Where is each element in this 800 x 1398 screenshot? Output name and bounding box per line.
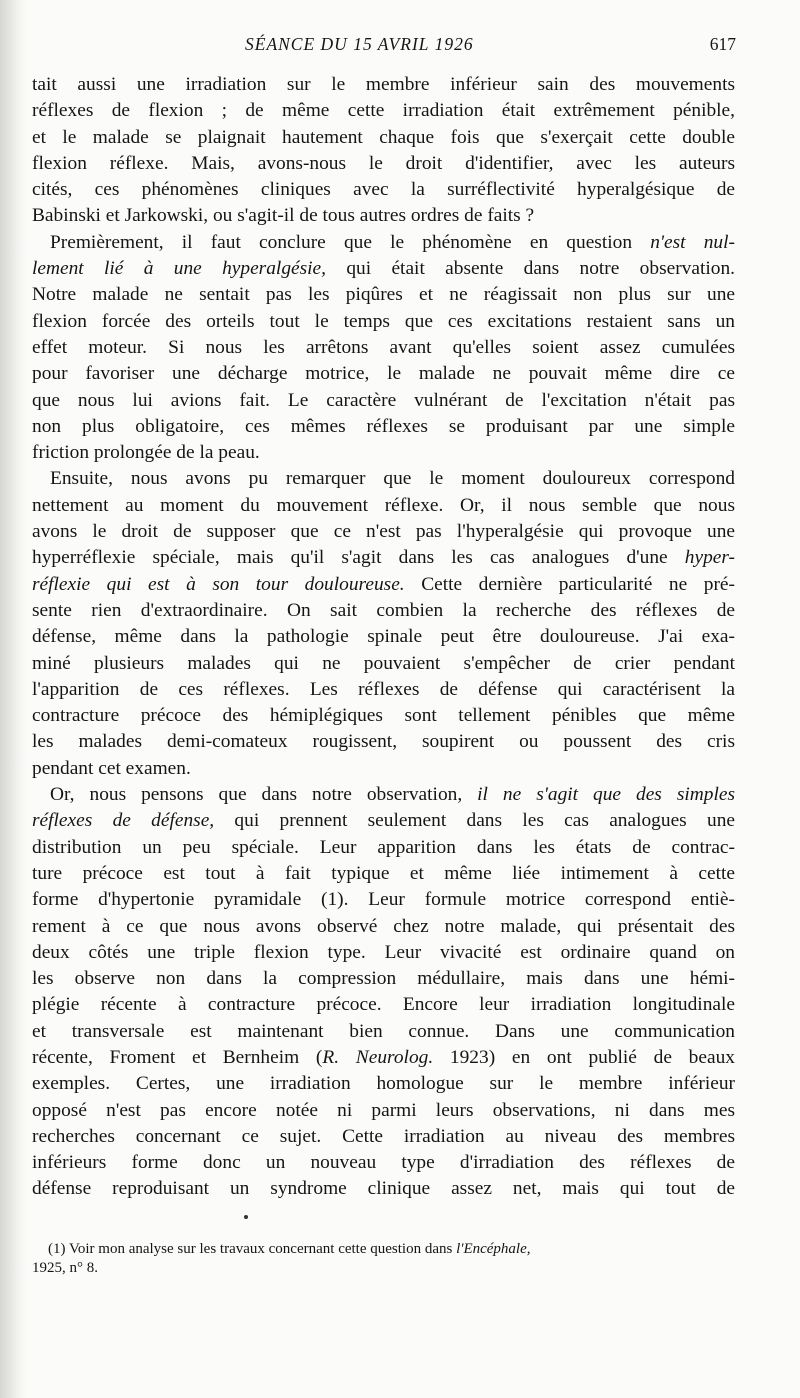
text-line: tait aussi une irradiation sur le membre inférieur sain des mouvements (32, 74, 735, 95)
text-line: récente, Froment et Bernheim (R. Neurolog. 1923) en ont publié de beaux (32, 1046, 735, 1068)
text-line: réflexes de défense, qui prennent seulement dans les cas analogues une (32, 810, 736, 832)
text-line: forme d'hypertonie pyramidale (1). Leur formule motrice correspond entiè- (32, 889, 735, 911)
paragraph-4 (32, 782, 735, 1203)
italic-phrase: l'Encéphale, (456, 1241, 531, 1257)
text-line: et transversale est maintenant bien connue. Dans une communication (32, 1020, 735, 1042)
text-line: flexion forcée des orteils tout le temps que ces excitations restaient sans un (32, 310, 735, 332)
italic-phrase: réflexes de défense, (32, 810, 215, 832)
paragraph-2 (32, 230, 735, 467)
text-line: non plus obligatoire, ces mêmes réflexes se produisant par une simple (32, 415, 735, 437)
text-line: Ensuite, nous avons pu remarquer que le moment douloureux correspond (50, 468, 735, 490)
text-line: l'apparition de ces réflexes. Les réflexes de défense qui caractérisent la (32, 678, 735, 700)
text-line: contracture précoce des hémiplégiques sont tellement pénibles que même (32, 705, 735, 727)
text-line: exemples. Certes, une irradiation homologue sur le membre inférieur (32, 1073, 735, 1095)
text-line: pour favoriser une décharge motrice, le malade ne pouvait même dire ce (32, 363, 735, 385)
text-line: rement à ce que nous avons observé chez notre malade, qui présentait des (32, 915, 735, 937)
italic-phrase: R. Neurolog. (322, 1046, 434, 1068)
text-line: hyperréflexie spéciale, mais qu'il s'agit dans les cas analogues d'une hyper- (32, 547, 735, 569)
print-speck (244, 1215, 248, 1219)
text-line: flexion réflexe. Mais, avons-nous le droit d'identifier, avec les auteurs (32, 152, 735, 174)
footnote-line: 1925, n° 8. (32, 1260, 98, 1276)
footnote-line: (1) Voir mon analyse sur les travaux concernant cette question dans l'Encéphale, (48, 1241, 531, 1257)
running-title: SÉANCE DU 15 AVRIL 1926 (245, 34, 474, 54)
running-header (0, 34, 800, 56)
text-line: recherches concernant ce sujet. Cette irradiation au niveau des membres (32, 1125, 735, 1147)
text-line: Premièrement, il faut conclure que le phénomène en question n'est nul- (50, 231, 735, 253)
text-line: effet moteur. Si nous les arrêtons avant qu'elles soient assez cumulées (32, 336, 735, 358)
italic-phrase: hyper- (684, 547, 735, 569)
text-line: Or, nous pensons que dans notre observation, il ne s'agit que des simples (50, 784, 735, 806)
text-line: miné plusieurs malades qui ne pouvaient s'empêcher de crier pendant (32, 652, 735, 674)
text-line: plégie récente à contracture précoce. Encore leur irradiation longitudinale (32, 994, 735, 1016)
text-line: Notre malade ne sentait pas les piqûres et ne réagissait non plus sur une (32, 284, 735, 306)
italic-phrase: réflexie qui est à son tour douloureuse. (32, 573, 405, 595)
footnote (32, 1240, 735, 1278)
text-line: nettement au moment du mouvement réflexe. Or, il nous semble que nous (32, 494, 735, 516)
text-line: avons le droit de supposer que ce n'est pas l'hyperalgésie qui provoque une (32, 521, 735, 543)
page-edge-shadow (0, 0, 26, 1398)
text-line: que nous lui avions fait. Le caractère vulnérant de l'excitation n'était pas (32, 389, 735, 411)
text-line: lement lié à une hyperalgésie, qui était absente dans notre observation. (32, 258, 735, 280)
text-line: les malades demi-comateux rougissent, soupirent ou poussent des cris (32, 731, 735, 753)
text-line: défense reproduisant un syndrome clinique assez net, mais qui tout de (32, 1178, 735, 1200)
text-line: pendant cet examen. (32, 757, 191, 779)
text-line: inférieurs forme donc un nouveau type d'irradiation des réflexes de (32, 1152, 735, 1174)
text-line: et le malade se plaignait hautement chaque fois que s'exerçait cette double (32, 126, 735, 148)
italic-phrase: n'est nul- (650, 231, 735, 253)
paragraph-3 (32, 466, 735, 782)
italic-phrase: il ne s'agit que des simples (477, 784, 735, 806)
page-number: 617 (709, 34, 736, 54)
text-line: ture précoce est tout à fait typique et même liée intimement à cette (32, 862, 735, 884)
text-line: Babinski et Jarkowski, ou s'agit-il de tous autres ordres de faits ? (32, 205, 535, 227)
text-line: opposé n'est pas encore notée ni parmi leurs observations, ni dans mes (32, 1099, 735, 1121)
text-line: réflexie qui est à son tour douloureuse. Cette dernière particularité ne pré- (32, 573, 735, 595)
text-line: cités, ces phénomènes cliniques avec la surréflectivité hyperalgésique de (32, 179, 735, 201)
text-line: réflexes de flexion ; de même cette irradiation était extrêmement pénible, (32, 100, 735, 122)
text-line: les observe non dans la compression médullaire, mais dans une hémi- (32, 968, 735, 990)
text-line: distribution un peu spéciale. Leur apparition dans les états de contrac- (32, 836, 735, 858)
text-line: deux côtés une triple flexion type. Leur vivacité est ordinaire quand on (32, 941, 735, 963)
italic-phrase: lement lié à une hyperalgésie, (32, 258, 327, 280)
text-line: friction prolongée de la peau. (32, 442, 260, 464)
text-line: sente rien d'extraordinaire. On sait combien la recherche des réflexes de (32, 599, 735, 621)
text-line: défense, même dans la pathologie spinale peut être douloureuse. J'ai exa- (32, 626, 735, 648)
article-body (32, 72, 735, 1203)
paragraph-1 (32, 72, 735, 230)
